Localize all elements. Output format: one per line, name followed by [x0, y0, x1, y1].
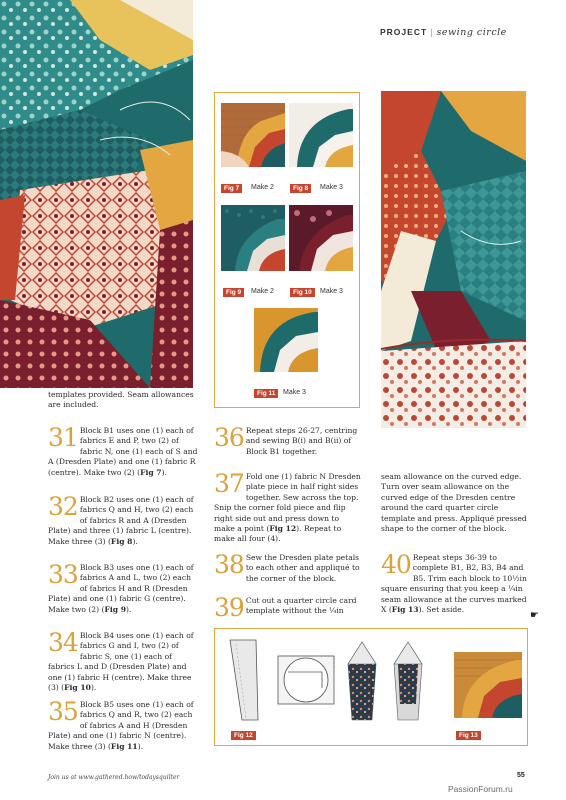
fig-7-label: Fig 7	[221, 184, 242, 193]
step-end: ).	[161, 467, 167, 477]
fig-ref: Fig 13	[391, 605, 419, 615]
fig-11-label: Fig 11	[254, 389, 278, 398]
step-number: 32	[48, 492, 78, 521]
intro-body: templates provided. Seam allowances are included.	[48, 390, 194, 410]
fig-8-block	[289, 103, 353, 167]
step-36	[214, 423, 362, 457]
watermark: PassionForum.ru	[448, 784, 513, 794]
step-number: 31	[48, 423, 78, 452]
fig-8-label: Fig 8	[290, 184, 311, 193]
quilt-photo-left	[0, 0, 193, 388]
fig-ref: Fig 11	[110, 741, 138, 751]
fig-10-label: Fig 10	[290, 288, 315, 297]
step-number: 37	[214, 469, 244, 498]
step-end: ).	[90, 683, 97, 693]
fig-11-block	[254, 308, 318, 372]
intro-text	[48, 390, 198, 411]
fig-ref: Fig 12	[269, 524, 297, 534]
fig-12-diagrams	[222, 634, 448, 724]
page-header	[380, 27, 507, 38]
fig-9-make: Make 2	[251, 288, 274, 295]
step-body: seam allowance on the curved edge. Turn over seam allowance on the curved edge of the Dresden centre around the card quarter circle template and press. Appliqué pressed shape to the corner of the block.	[381, 472, 527, 534]
fig-ref: Fig 10	[64, 683, 91, 693]
step-end: ).	[126, 604, 132, 614]
header-separator: |	[430, 28, 434, 38]
fig-10-block	[289, 205, 353, 271]
step-end: ). Repeat to make all four (4).	[214, 524, 342, 544]
step-body: Cut out a quarter circle card template without the ¼in	[245, 596, 357, 616]
step-number: 36	[214, 423, 244, 452]
page-number: 55	[517, 772, 525, 779]
step-body: Block B5 uses one (1) each of fabrics Q and R, two (2) each of fabrics A and H (Dresden Plate) and one (1) fabric N (centre). Make three (3) (	[48, 700, 194, 751]
step-body: Sew the Dresden plate petals to each other and appliqué to the corner of the block.	[245, 553, 360, 583]
step-34	[48, 628, 198, 693]
quilt-photo-right	[381, 91, 526, 428]
fig-7-make: Make 2	[251, 184, 274, 191]
step-body: Block B4 uses one (1) each of fabrics G and I, two (2) of fabric S, one (1) each of fabrics L and D (Dresden Plate) and one (1) fabric H (centre). Make three (3) (	[48, 631, 194, 693]
fig-11-make: Make 3	[283, 389, 306, 396]
fig-8-make: Make 3	[320, 184, 343, 191]
footer-website: Join us at www.gathered.how/todaysquilter	[48, 774, 180, 781]
step-body: Repeat steps 36-39 to complete B1, B2, B3, B4 and B5. Trim each block to 10½in square ensuring that you keep a ¼in seam allowance at the curves marked X (	[381, 553, 527, 615]
fig-ref: Fig 8	[110, 536, 133, 546]
step-number: 39	[214, 593, 244, 622]
step-number: 38	[214, 550, 244, 579]
step-number: 40	[381, 550, 411, 579]
fig-10-make: Make 3	[320, 288, 343, 295]
fig-9-block	[221, 205, 285, 271]
step-39	[214, 593, 362, 622]
step-body: Block B3 uses one (1) each of fabrics A and L, two (2) each of fabrics H and R (Dresden Plate) and one (1) fabric G (centre). Make two (2) (	[48, 563, 194, 614]
step-end: ). Set aside.	[418, 605, 465, 615]
step-body: Block B2 uses one (1) each of fabrics Q and H, two (2) each of fabrics R and A (Dresden Plate) and three (1) fabric L (centre). Make three (3) (	[48, 495, 194, 546]
step-number: 34	[48, 628, 78, 657]
step-number: 33	[48, 560, 78, 589]
step-38	[214, 550, 362, 584]
section-label: PROJECT	[380, 27, 428, 37]
step-body: Block B1 uses one (1) each of fabrics E and P, two (2) of fabric N, one (1) each of S and A (Dresden Plate) and one (1) fabric R (centre). Make two (2) (	[48, 426, 198, 477]
pointing-hand-icon: ☛	[530, 610, 539, 621]
step-37	[214, 469, 362, 545]
fig-9-label: Fig 9	[223, 288, 244, 297]
fig-ref: Fig 7	[140, 467, 162, 477]
step-31	[48, 423, 198, 478]
step-number: 35	[48, 697, 78, 726]
step-39-continued	[381, 472, 527, 534]
fig-13-block	[454, 652, 522, 718]
step-35	[48, 697, 198, 752]
step-end: ).	[137, 741, 144, 751]
fig-ref: Fig 9	[104, 604, 126, 614]
fig-13-label: Fig 13	[456, 731, 481, 740]
step-body: Fold one (1) fabric N Dresden plate piece in half right sides together. Sew across the top. Snip the corner fold piece and flip right side out and press down to make a point (	[214, 472, 361, 534]
step-body: Repeat steps 26-27, centring and sewing B(i) and B(ii) of Block B1 together.	[245, 426, 358, 456]
section-subtitle: sewing circle	[436, 27, 507, 38]
step-32	[48, 492, 198, 547]
fig-7-block	[221, 103, 285, 167]
step-end: ).	[132, 536, 138, 546]
fig-12-label: Fig 12	[231, 731, 256, 740]
step-33	[48, 560, 198, 615]
step-40	[381, 550, 527, 615]
